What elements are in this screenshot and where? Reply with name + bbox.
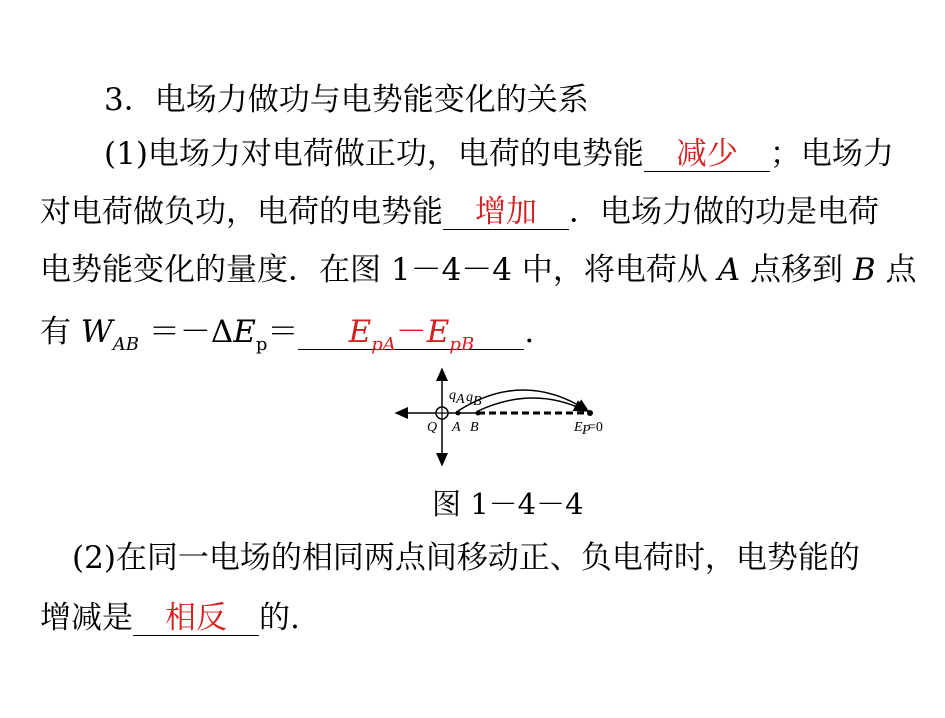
item1-line1 xyxy=(104,134,894,174)
heading-text: 3．电场力做功与电势能变化的关系 xyxy=(104,82,589,118)
point-a-label: A xyxy=(717,252,741,288)
item2-text-b: 增减是 xyxy=(40,600,133,636)
label-ep-sub: P xyxy=(582,423,591,438)
answer-energy-difference xyxy=(348,314,475,355)
item1-text-e: 电势能变化的量度．在图 1－4－4 中，将电荷从 xyxy=(40,252,708,288)
item1-text-d: ．电场力做的功是电荷 xyxy=(569,194,879,230)
label-a: A xyxy=(452,420,461,435)
label-ep: E xyxy=(574,420,583,435)
section-heading xyxy=(104,80,589,120)
item1-line3 xyxy=(40,250,917,290)
blank-increase xyxy=(443,195,569,230)
answer-e2: E xyxy=(426,314,450,350)
point-b-label: B xyxy=(852,252,876,288)
point-b-dot xyxy=(476,411,481,416)
answer-minus: － xyxy=(395,314,427,350)
answer-increase: 增加 xyxy=(475,194,537,230)
blank-opposite xyxy=(133,601,259,636)
answer-e1: E xyxy=(348,314,372,350)
point-a-dot xyxy=(456,411,461,416)
item1-text-b: ；电场力 xyxy=(769,136,894,172)
equals-sign: ＝ xyxy=(267,314,299,350)
label-qa-sub: A xyxy=(456,392,465,407)
item1-text-f: 点移到 xyxy=(750,252,843,288)
item2-line1 xyxy=(72,538,860,578)
answer-opposite: 相反 xyxy=(165,600,227,636)
work-subscript: AB xyxy=(112,334,139,355)
answer-sub2: pB xyxy=(449,334,475,355)
energy-subscript: p xyxy=(255,334,268,355)
work-symbol: W xyxy=(80,314,113,350)
figure-electric-field xyxy=(390,365,630,469)
label-ep-value: =0 xyxy=(588,420,603,435)
label-q: Q xyxy=(427,420,438,435)
item1-text-c: 对电荷做负功，电荷的电势能 xyxy=(40,194,443,230)
label-qb-sub: B xyxy=(473,394,482,409)
item2-text-c: 的. xyxy=(259,600,300,636)
label-qa: q xyxy=(449,388,456,403)
item1-text-you: 有 xyxy=(40,314,71,350)
item1-line2 xyxy=(40,192,879,232)
blank-energy-difference xyxy=(298,314,524,355)
equals-minus-delta: ＝－Δ xyxy=(148,314,234,350)
figure-caption: 图 1－4－4 xyxy=(432,487,584,521)
item2-line2 xyxy=(40,598,300,638)
answer-sub1: pA xyxy=(371,334,396,355)
item1-formula-line xyxy=(40,312,534,365)
label-qb: q xyxy=(466,390,473,405)
label-b: B xyxy=(470,420,479,435)
energy-symbol: E xyxy=(233,314,256,350)
item2-text-a: (2)在同一电场的相同两点间移动正、负电荷时，电势能的 xyxy=(72,540,860,576)
formula-period: . xyxy=(524,314,535,350)
item1-text-g: 点 xyxy=(885,252,917,288)
blank-decrease xyxy=(644,137,770,172)
answer-decrease: 减少 xyxy=(675,136,738,172)
item1-text-a: (1)电场力对电荷做正功，电荷的电势能 xyxy=(104,136,644,172)
